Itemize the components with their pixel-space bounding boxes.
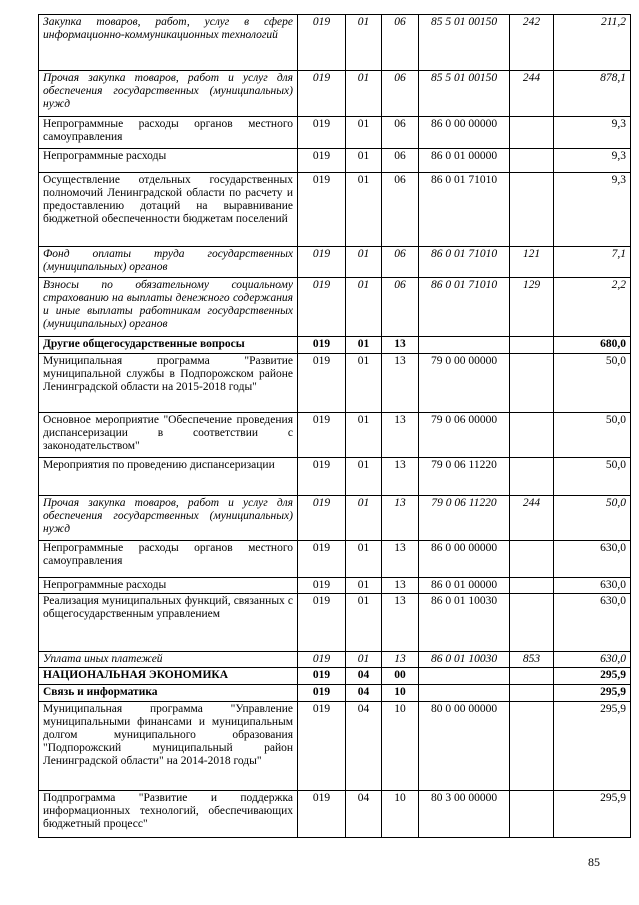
row-gr-cell: 019 xyxy=(298,668,346,685)
row-sum-cell: 630,0 xyxy=(554,541,631,578)
row-gr-cell: 019 xyxy=(298,15,346,71)
row-rz-cell: 01 xyxy=(346,15,382,71)
row-sum-cell: 630,0 xyxy=(554,578,631,594)
table-row xyxy=(39,337,631,354)
table-row xyxy=(39,685,631,702)
row-gr-cell: 019 xyxy=(298,278,346,337)
row-vr-cell: 121 xyxy=(510,247,554,278)
row-name-cell: Непрограммные расходы xyxy=(39,578,298,594)
row-rz-cell: 01 xyxy=(346,496,382,541)
row-csr-cell xyxy=(419,337,510,354)
row-sum-cell: 50,0 xyxy=(554,413,631,458)
row-vr-cell: 242 xyxy=(510,15,554,71)
row-sum-cell: 7,1 xyxy=(554,247,631,278)
row-gr-cell: 019 xyxy=(298,685,346,702)
row-name-cell: Подпрограмма "Развитие и поддержка информационных технологий, обеспечивающих бюджетный процесс" xyxy=(39,791,298,838)
row-vr-cell xyxy=(510,668,554,685)
row-rz-cell: 04 xyxy=(346,668,382,685)
row-sum-cell: 295,9 xyxy=(554,685,631,702)
row-rz-cell: 01 xyxy=(346,173,382,247)
row-vr-cell xyxy=(510,149,554,173)
row-csr-cell: 86 0 01 10030 xyxy=(419,594,510,652)
table-row xyxy=(39,652,631,668)
row-pr-cell: 10 xyxy=(382,791,419,838)
row-gr-cell: 019 xyxy=(298,413,346,458)
row-sum-cell: 9,3 xyxy=(554,149,631,173)
row-csr-cell: 80 0 00 00000 xyxy=(419,702,510,791)
row-rz-cell: 01 xyxy=(346,413,382,458)
row-rz-cell: 01 xyxy=(346,71,382,117)
row-pr-cell: 13 xyxy=(382,496,419,541)
row-name-cell: Непрограммные расходы органов местного самоуправления xyxy=(39,117,298,149)
table-row xyxy=(39,594,631,652)
row-vr-cell xyxy=(510,117,554,149)
row-csr-cell: 86 0 01 71010 xyxy=(419,278,510,337)
budget-table xyxy=(38,14,631,838)
row-pr-cell: 06 xyxy=(382,117,419,149)
table-row xyxy=(39,496,631,541)
row-pr-cell: 13 xyxy=(382,594,419,652)
row-pr-cell: 10 xyxy=(382,685,419,702)
row-rz-cell: 01 xyxy=(346,594,382,652)
row-sum-cell: 2,2 xyxy=(554,278,631,337)
table-row xyxy=(39,173,631,247)
row-rz-cell: 04 xyxy=(346,791,382,838)
row-rz-cell: 01 xyxy=(346,354,382,413)
row-vr-cell: 129 xyxy=(510,278,554,337)
row-vr-cell: 244 xyxy=(510,496,554,541)
row-sum-cell: 295,9 xyxy=(554,668,631,685)
row-csr-cell: 79 0 00 00000 xyxy=(419,354,510,413)
row-gr-cell: 019 xyxy=(298,594,346,652)
row-gr-cell: 019 xyxy=(298,791,346,838)
row-name-cell: Другие общегосударственные вопросы xyxy=(39,337,298,354)
table-row xyxy=(39,149,631,173)
row-name-cell: Прочая закупка товаров, работ и услуг для обеспечения государственных (муниципальных) нужд xyxy=(39,496,298,541)
row-name-cell: Уплата иных платежей xyxy=(39,652,298,668)
row-pr-cell: 06 xyxy=(382,173,419,247)
row-name-cell: Связь и информатика xyxy=(39,685,298,702)
row-rz-cell: 01 xyxy=(346,578,382,594)
row-name-cell: Муниципальная программа "Развитие муниципальной службы в Подпорожском районе Ленинградской области на 2015-2018 годы" xyxy=(39,354,298,413)
row-pr-cell: 06 xyxy=(382,247,419,278)
row-pr-cell: 06 xyxy=(382,15,419,71)
row-gr-cell: 019 xyxy=(298,247,346,278)
table-row xyxy=(39,541,631,578)
table-row xyxy=(39,668,631,685)
row-gr-cell: 019 xyxy=(298,458,346,496)
row-csr-cell: 86 0 01 00000 xyxy=(419,578,510,594)
row-rz-cell: 01 xyxy=(346,149,382,173)
row-gr-cell: 019 xyxy=(298,337,346,354)
row-name-cell: Мероприятия по проведению диспансеризации xyxy=(39,458,298,496)
row-rz-cell: 04 xyxy=(346,702,382,791)
row-vr-cell xyxy=(510,173,554,247)
table-row xyxy=(39,354,631,413)
row-csr-cell: 85 5 01 00150 xyxy=(419,71,510,117)
table-row xyxy=(39,702,631,791)
row-name-cell: Реализация муниципальных функций, связанных с общегосударственным управлением xyxy=(39,594,298,652)
row-vr-cell xyxy=(510,413,554,458)
row-csr-cell: 85 5 01 00150 xyxy=(419,15,510,71)
row-vr-cell xyxy=(510,458,554,496)
row-csr-cell: 79 0 06 11220 xyxy=(419,458,510,496)
row-gr-cell: 019 xyxy=(298,702,346,791)
row-pr-cell: 06 xyxy=(382,149,419,173)
row-rz-cell: 01 xyxy=(346,652,382,668)
row-name-cell: Закупка товаров, работ, услуг в сфере информационно-коммуникационных технологий xyxy=(39,15,298,71)
table-row xyxy=(39,578,631,594)
table-row xyxy=(39,117,631,149)
row-vr-cell xyxy=(510,337,554,354)
row-pr-cell: 13 xyxy=(382,413,419,458)
page-number: 85 xyxy=(588,855,600,869)
row-name-cell: Осуществление отдельных государственных полномочий Ленинградской области по расчету и предоставлению дотаций на выравнивание бюджетной обеспеченности бюджетам поселений xyxy=(39,173,298,247)
row-pr-cell: 13 xyxy=(382,337,419,354)
row-pr-cell: 10 xyxy=(382,702,419,791)
row-gr-cell: 019 xyxy=(298,173,346,247)
row-csr-cell: 86 0 00 00000 xyxy=(419,541,510,578)
row-gr-cell: 019 xyxy=(298,71,346,117)
row-sum-cell: 295,9 xyxy=(554,791,631,838)
row-vr-cell xyxy=(510,541,554,578)
row-rz-cell: 01 xyxy=(346,278,382,337)
row-vr-cell: 244 xyxy=(510,71,554,117)
table-row xyxy=(39,71,631,117)
table-row xyxy=(39,458,631,496)
row-vr-cell xyxy=(510,685,554,702)
table-row xyxy=(39,15,631,71)
row-rz-cell: 04 xyxy=(346,685,382,702)
row-csr-cell: 86 0 00 00000 xyxy=(419,117,510,149)
row-csr-cell: 86 0 01 00000 xyxy=(419,149,510,173)
row-name-cell: Основное мероприятие "Обеспечение проведения диспансеризации в соответствии с законодательством" xyxy=(39,413,298,458)
row-sum-cell: 50,0 xyxy=(554,354,631,413)
row-sum-cell: 630,0 xyxy=(554,594,631,652)
row-name-cell: Прочая закупка товаров, работ и услуг для обеспечения государственных (муниципальных) нужд xyxy=(39,71,298,117)
row-vr-cell: 853 xyxy=(510,652,554,668)
row-rz-cell: 01 xyxy=(346,117,382,149)
row-rz-cell: 01 xyxy=(346,458,382,496)
row-csr-cell: 79 0 06 11220 xyxy=(419,496,510,541)
row-name-cell: Непрограммные расходы органов местного самоуправления xyxy=(39,541,298,578)
row-sum-cell: 878,1 xyxy=(554,71,631,117)
row-name-cell: Фонд оплаты труда государственных (муниципальных) органов xyxy=(39,247,298,278)
row-sum-cell: 50,0 xyxy=(554,496,631,541)
row-gr-cell: 019 xyxy=(298,117,346,149)
row-name-cell: НАЦИОНАЛЬНАЯ ЭКОНОМИКА xyxy=(39,668,298,685)
row-name-cell: Взносы по обязательному социальному страхованию на выплаты денежного содержания и иные выплаты работникам государственных (муниципальных) органов xyxy=(39,278,298,337)
row-rz-cell: 01 xyxy=(346,337,382,354)
row-pr-cell: 13 xyxy=(382,578,419,594)
row-gr-cell: 019 xyxy=(298,652,346,668)
row-pr-cell: 06 xyxy=(382,71,419,117)
row-csr-cell: 80 3 00 00000 xyxy=(419,791,510,838)
row-name-cell: Муниципальная программа "Управление муниципальными финансами и муниципальным долгом муниципального образования "Подпорожский муниципальный район Ленинградской области" на 2014-2018 годы" xyxy=(39,702,298,791)
row-name-cell: Непрограммные расходы xyxy=(39,149,298,173)
row-csr-cell: 86 0 01 71010 xyxy=(419,247,510,278)
row-rz-cell: 01 xyxy=(346,541,382,578)
row-vr-cell xyxy=(510,594,554,652)
row-pr-cell: 13 xyxy=(382,541,419,578)
row-pr-cell: 06 xyxy=(382,278,419,337)
row-pr-cell: 13 xyxy=(382,458,419,496)
row-gr-cell: 019 xyxy=(298,354,346,413)
row-csr-cell xyxy=(419,668,510,685)
row-csr-cell xyxy=(419,685,510,702)
table-row xyxy=(39,791,631,838)
row-vr-cell xyxy=(510,354,554,413)
row-gr-cell: 019 xyxy=(298,149,346,173)
row-sum-cell: 295,9 xyxy=(554,702,631,791)
row-pr-cell: 13 xyxy=(382,652,419,668)
table-row xyxy=(39,247,631,278)
row-sum-cell: 9,3 xyxy=(554,173,631,247)
row-gr-cell: 019 xyxy=(298,496,346,541)
row-pr-cell: 13 xyxy=(382,354,419,413)
table-row xyxy=(39,413,631,458)
row-sum-cell: 211,2 xyxy=(554,15,631,71)
row-csr-cell: 79 0 06 00000 xyxy=(419,413,510,458)
row-vr-cell xyxy=(510,578,554,594)
row-sum-cell: 9,3 xyxy=(554,117,631,149)
row-csr-cell: 86 0 01 10030 xyxy=(419,652,510,668)
row-rz-cell: 01 xyxy=(346,247,382,278)
row-gr-cell: 019 xyxy=(298,578,346,594)
row-vr-cell xyxy=(510,702,554,791)
row-pr-cell: 00 xyxy=(382,668,419,685)
row-sum-cell: 50,0 xyxy=(554,458,631,496)
row-sum-cell: 680,0 xyxy=(554,337,631,354)
row-gr-cell: 019 xyxy=(298,541,346,578)
table-row xyxy=(39,278,631,337)
row-vr-cell xyxy=(510,791,554,838)
row-sum-cell: 630,0 xyxy=(554,652,631,668)
budget-table-body xyxy=(39,15,631,838)
row-csr-cell: 86 0 01 71010 xyxy=(419,173,510,247)
